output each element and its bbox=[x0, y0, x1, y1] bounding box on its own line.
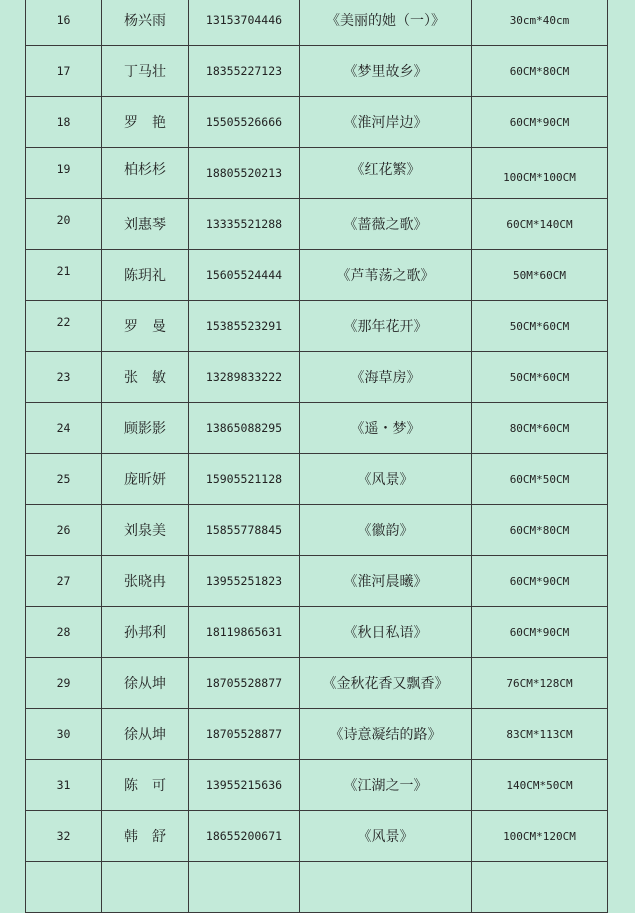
artist-name-cell bbox=[102, 811, 189, 862]
artwork-title: 《美丽的她（一）》 bbox=[326, 13, 445, 29]
artwork-size-cell bbox=[472, 658, 608, 709]
artwork-title-cell bbox=[300, 250, 472, 301]
table-row bbox=[26, 301, 608, 352]
entry-number-cell bbox=[26, 250, 102, 301]
table-row bbox=[26, 709, 608, 760]
entry-number: 19 bbox=[56, 162, 71, 176]
phone-number: 18655200671 bbox=[205, 829, 283, 843]
entry-number: 28 bbox=[56, 625, 71, 639]
phone-number-cell bbox=[189, 0, 300, 46]
phone-number-cell bbox=[189, 301, 300, 352]
phone-number: 13955215636 bbox=[205, 778, 283, 792]
entry-number-cell bbox=[26, 46, 102, 97]
entry-number-cell bbox=[26, 301, 102, 352]
artwork-title: 《海草房》 bbox=[350, 370, 421, 386]
artwork-size: 100CM*120CM bbox=[503, 829, 576, 843]
table-row bbox=[26, 556, 608, 607]
artist-name: 徐从坤 bbox=[124, 727, 166, 743]
phone-number-cell bbox=[189, 352, 300, 403]
phone-number-cell bbox=[189, 658, 300, 709]
phone-number: 15855778845 bbox=[205, 523, 283, 537]
phone-number: 13289833222 bbox=[205, 370, 283, 384]
table-row bbox=[26, 607, 608, 658]
artist-name-cell bbox=[102, 250, 189, 301]
entry-number: 18 bbox=[56, 115, 71, 129]
artwork-size: 60CM*50CM bbox=[509, 472, 570, 486]
artwork-title: 《蔷薇之歌》 bbox=[343, 217, 428, 233]
artist-name-cell bbox=[102, 199, 189, 250]
phone-number: 15505526666 bbox=[205, 115, 283, 129]
artwork-size: 60CM*80CM bbox=[509, 64, 570, 78]
entry-number-cell bbox=[26, 556, 102, 607]
artist-name-cell bbox=[102, 709, 189, 760]
artwork-title-cell bbox=[300, 556, 472, 607]
artwork-size-cell bbox=[472, 607, 608, 658]
entry-number-cell bbox=[26, 97, 102, 148]
artwork-size: 60CM*140CM bbox=[506, 217, 573, 231]
artwork-size-cell bbox=[472, 301, 608, 352]
artwork-size-cell bbox=[472, 403, 608, 454]
phone-number-cell bbox=[189, 760, 300, 811]
artwork-title: 《金秋花香又飘香》 bbox=[322, 676, 449, 692]
table-row bbox=[26, 352, 608, 403]
artist-name-cell bbox=[102, 556, 189, 607]
table-row bbox=[26, 454, 608, 505]
artist-name: 张 敏 bbox=[124, 370, 166, 386]
artist-name: 庞昕妍 bbox=[124, 472, 166, 488]
phone-number-cell bbox=[189, 454, 300, 505]
entry-number: 31 bbox=[56, 778, 71, 792]
artwork-size: 50M*60CM bbox=[513, 268, 566, 282]
artwork-size-cell bbox=[472, 811, 608, 862]
entry-number-cell bbox=[26, 148, 102, 199]
artwork-title: 《秋日私语》 bbox=[343, 625, 428, 641]
artist-name: 徐从坤 bbox=[124, 676, 166, 692]
entry-number: 32 bbox=[56, 829, 71, 843]
entry-number-cell bbox=[26, 199, 102, 250]
phone-number: 15605524444 bbox=[205, 268, 283, 282]
artwork-size-cell bbox=[472, 505, 608, 556]
artwork-size: 60CM*90CM bbox=[509, 574, 570, 588]
artist-name: 杨兴雨 bbox=[124, 13, 166, 29]
artwork-title-cell bbox=[300, 148, 472, 199]
artist-name: 刘惠琴 bbox=[124, 217, 166, 233]
artist-name-cell bbox=[102, 658, 189, 709]
artwork-size: 60CM*90CM bbox=[509, 115, 570, 129]
entry-number-cell bbox=[26, 760, 102, 811]
phone-number-cell bbox=[189, 862, 300, 913]
table-row bbox=[26, 505, 608, 556]
artwork-title-cell bbox=[300, 352, 472, 403]
table-row bbox=[26, 148, 608, 199]
artwork-title: 《遥・梦》 bbox=[350, 421, 421, 437]
artwork-title-cell bbox=[300, 0, 472, 46]
phone-number-cell bbox=[189, 199, 300, 250]
table-row bbox=[26, 0, 608, 46]
artist-name-cell bbox=[102, 0, 189, 46]
artwork-title: 《诗意凝结的路》 bbox=[329, 727, 442, 743]
artist-name-cell bbox=[102, 862, 189, 913]
artwork-title-cell bbox=[300, 199, 472, 250]
phone-number-cell bbox=[189, 709, 300, 760]
artwork-size: 60CM*90CM bbox=[509, 625, 570, 639]
entry-number-cell bbox=[26, 658, 102, 709]
artwork-title: 《风景》 bbox=[357, 472, 414, 488]
artwork-title-cell bbox=[300, 97, 472, 148]
entry-number-cell bbox=[26, 505, 102, 556]
entry-number-cell bbox=[26, 709, 102, 760]
artwork-size: 60CM*80CM bbox=[509, 523, 570, 537]
artwork-size-cell bbox=[472, 760, 608, 811]
artwork-registry bbox=[25, 0, 604, 913]
phone-number: 18355227123 bbox=[205, 64, 283, 78]
artist-name: 陈 可 bbox=[124, 778, 166, 794]
table-row bbox=[26, 199, 608, 250]
artist-name-cell bbox=[102, 352, 189, 403]
artwork-size: 100CM*100CM bbox=[503, 170, 576, 184]
table-row bbox=[26, 862, 608, 913]
artist-name-cell bbox=[102, 505, 189, 556]
artist-name: 张晓冉 bbox=[124, 574, 166, 590]
artwork-title-cell bbox=[300, 454, 472, 505]
phone-number-cell bbox=[189, 148, 300, 199]
entry-number: 23 bbox=[56, 370, 71, 384]
entry-number: 17 bbox=[56, 64, 71, 78]
artwork-title-cell bbox=[300, 709, 472, 760]
artwork-title: 《淮河晨曦》 bbox=[343, 574, 428, 590]
phone-number: 13955251823 bbox=[205, 574, 283, 588]
artwork-size-cell bbox=[472, 46, 608, 97]
entry-number: 26 bbox=[56, 523, 71, 537]
entry-number-cell bbox=[26, 403, 102, 454]
table-row bbox=[26, 760, 608, 811]
artist-name: 罗 艳 bbox=[124, 115, 166, 131]
phone-number: 18705528877 bbox=[205, 727, 283, 741]
artwork-title-cell bbox=[300, 46, 472, 97]
artist-name-cell bbox=[102, 148, 189, 199]
artwork-size: 50CM*60CM bbox=[509, 319, 570, 333]
artwork-size: 80CM*60CM bbox=[509, 421, 570, 435]
entry-number: 16 bbox=[56, 13, 71, 27]
artist-name-cell bbox=[102, 760, 189, 811]
artwork-title-cell bbox=[300, 658, 472, 709]
artwork-size-cell bbox=[472, 709, 608, 760]
artwork-size-cell bbox=[472, 454, 608, 505]
artwork-title: 《江湖之一》 bbox=[343, 778, 428, 794]
entry-number-cell bbox=[26, 607, 102, 658]
artist-name: 陈玥礼 bbox=[124, 268, 166, 284]
phone-number: 13865088295 bbox=[205, 421, 283, 435]
phone-number: 13335521288 bbox=[205, 217, 283, 231]
phone-number-cell bbox=[189, 250, 300, 301]
phone-number-cell bbox=[189, 46, 300, 97]
entry-number: 29 bbox=[56, 676, 71, 690]
artwork-size: 30cm*40cm bbox=[509, 13, 570, 27]
phone-number: 18119865631 bbox=[205, 625, 283, 639]
table-row bbox=[26, 403, 608, 454]
artwork-size: 76CM*128CM bbox=[506, 676, 573, 690]
entry-number-cell bbox=[26, 0, 102, 46]
artwork-size-cell bbox=[472, 556, 608, 607]
entry-number: 22 bbox=[56, 315, 71, 329]
phone-number: 18705528877 bbox=[205, 676, 283, 690]
artist-name: 孙邦利 bbox=[124, 625, 166, 641]
artwork-title-cell bbox=[300, 505, 472, 556]
artwork-title-cell bbox=[300, 811, 472, 862]
artwork-size-cell bbox=[472, 862, 608, 913]
artwork-size: 83CM*113CM bbox=[506, 727, 573, 741]
artist-name: 韩 舒 bbox=[124, 829, 166, 845]
artwork-size-cell bbox=[472, 352, 608, 403]
artwork-size-cell bbox=[472, 148, 608, 199]
table-row bbox=[26, 658, 608, 709]
artist-name: 罗 曼 bbox=[124, 319, 166, 335]
table-row bbox=[26, 250, 608, 301]
entry-number: 20 bbox=[56, 213, 71, 227]
artwork-title: 《徽韵》 bbox=[357, 523, 414, 539]
phone-number-cell bbox=[189, 607, 300, 658]
artwork-title: 《那年花开》 bbox=[343, 319, 428, 335]
artwork-size-cell bbox=[472, 97, 608, 148]
artwork-title-cell bbox=[300, 862, 472, 913]
artwork-title: 《风景》 bbox=[357, 829, 414, 845]
artwork-title: 《淮河岸边》 bbox=[343, 115, 428, 131]
artist-name-cell bbox=[102, 301, 189, 352]
artwork-title-cell bbox=[300, 403, 472, 454]
phone-number: 13153704446 bbox=[205, 13, 283, 27]
entry-number-cell bbox=[26, 352, 102, 403]
artist-name: 刘泉美 bbox=[124, 523, 166, 539]
phone-number-cell bbox=[189, 505, 300, 556]
entry-number-cell bbox=[26, 454, 102, 505]
table-body bbox=[26, 0, 608, 913]
phone-number: 15905521128 bbox=[205, 472, 283, 486]
phone-number: 15385523291 bbox=[205, 319, 283, 333]
artist-name-cell bbox=[102, 403, 189, 454]
artist-name: 柏杉杉 bbox=[124, 162, 166, 178]
artwork-size: 50CM*60CM bbox=[509, 370, 570, 384]
phone-number-cell bbox=[189, 556, 300, 607]
artwork-size: 140CM*50CM bbox=[506, 778, 573, 792]
entry-number: 24 bbox=[56, 421, 71, 435]
entry-number-cell bbox=[26, 862, 102, 913]
entry-number: 21 bbox=[56, 264, 71, 278]
artwork-title: 《红花繁》 bbox=[350, 162, 421, 178]
artwork-title-cell bbox=[300, 301, 472, 352]
table-row bbox=[26, 97, 608, 148]
table-row bbox=[26, 46, 608, 97]
phone-number-cell bbox=[189, 811, 300, 862]
entry-number: 27 bbox=[56, 574, 71, 588]
entry-number: 25 bbox=[56, 472, 71, 486]
artist-name: 顾影影 bbox=[124, 421, 166, 437]
phone-number: 18805520213 bbox=[205, 166, 283, 180]
artwork-size-cell bbox=[472, 199, 608, 250]
artwork-size-cell bbox=[472, 0, 608, 46]
phone-number-cell bbox=[189, 97, 300, 148]
entry-number: 30 bbox=[56, 727, 71, 741]
artist-name-cell bbox=[102, 607, 189, 658]
artist-name-cell bbox=[102, 97, 189, 148]
artwork-table bbox=[25, 0, 608, 913]
table-row bbox=[26, 811, 608, 862]
artist-name-cell bbox=[102, 454, 189, 505]
phone-number-cell bbox=[189, 403, 300, 454]
artwork-title-cell bbox=[300, 607, 472, 658]
entry-number-cell bbox=[26, 811, 102, 862]
artwork-title: 《梦里故乡》 bbox=[343, 64, 428, 80]
artist-name: 丁马壮 bbox=[124, 64, 166, 80]
artwork-size-cell bbox=[472, 250, 608, 301]
artwork-title: 《芦苇荡之歌》 bbox=[336, 268, 435, 284]
artwork-title-cell bbox=[300, 760, 472, 811]
artist-name-cell bbox=[102, 46, 189, 97]
